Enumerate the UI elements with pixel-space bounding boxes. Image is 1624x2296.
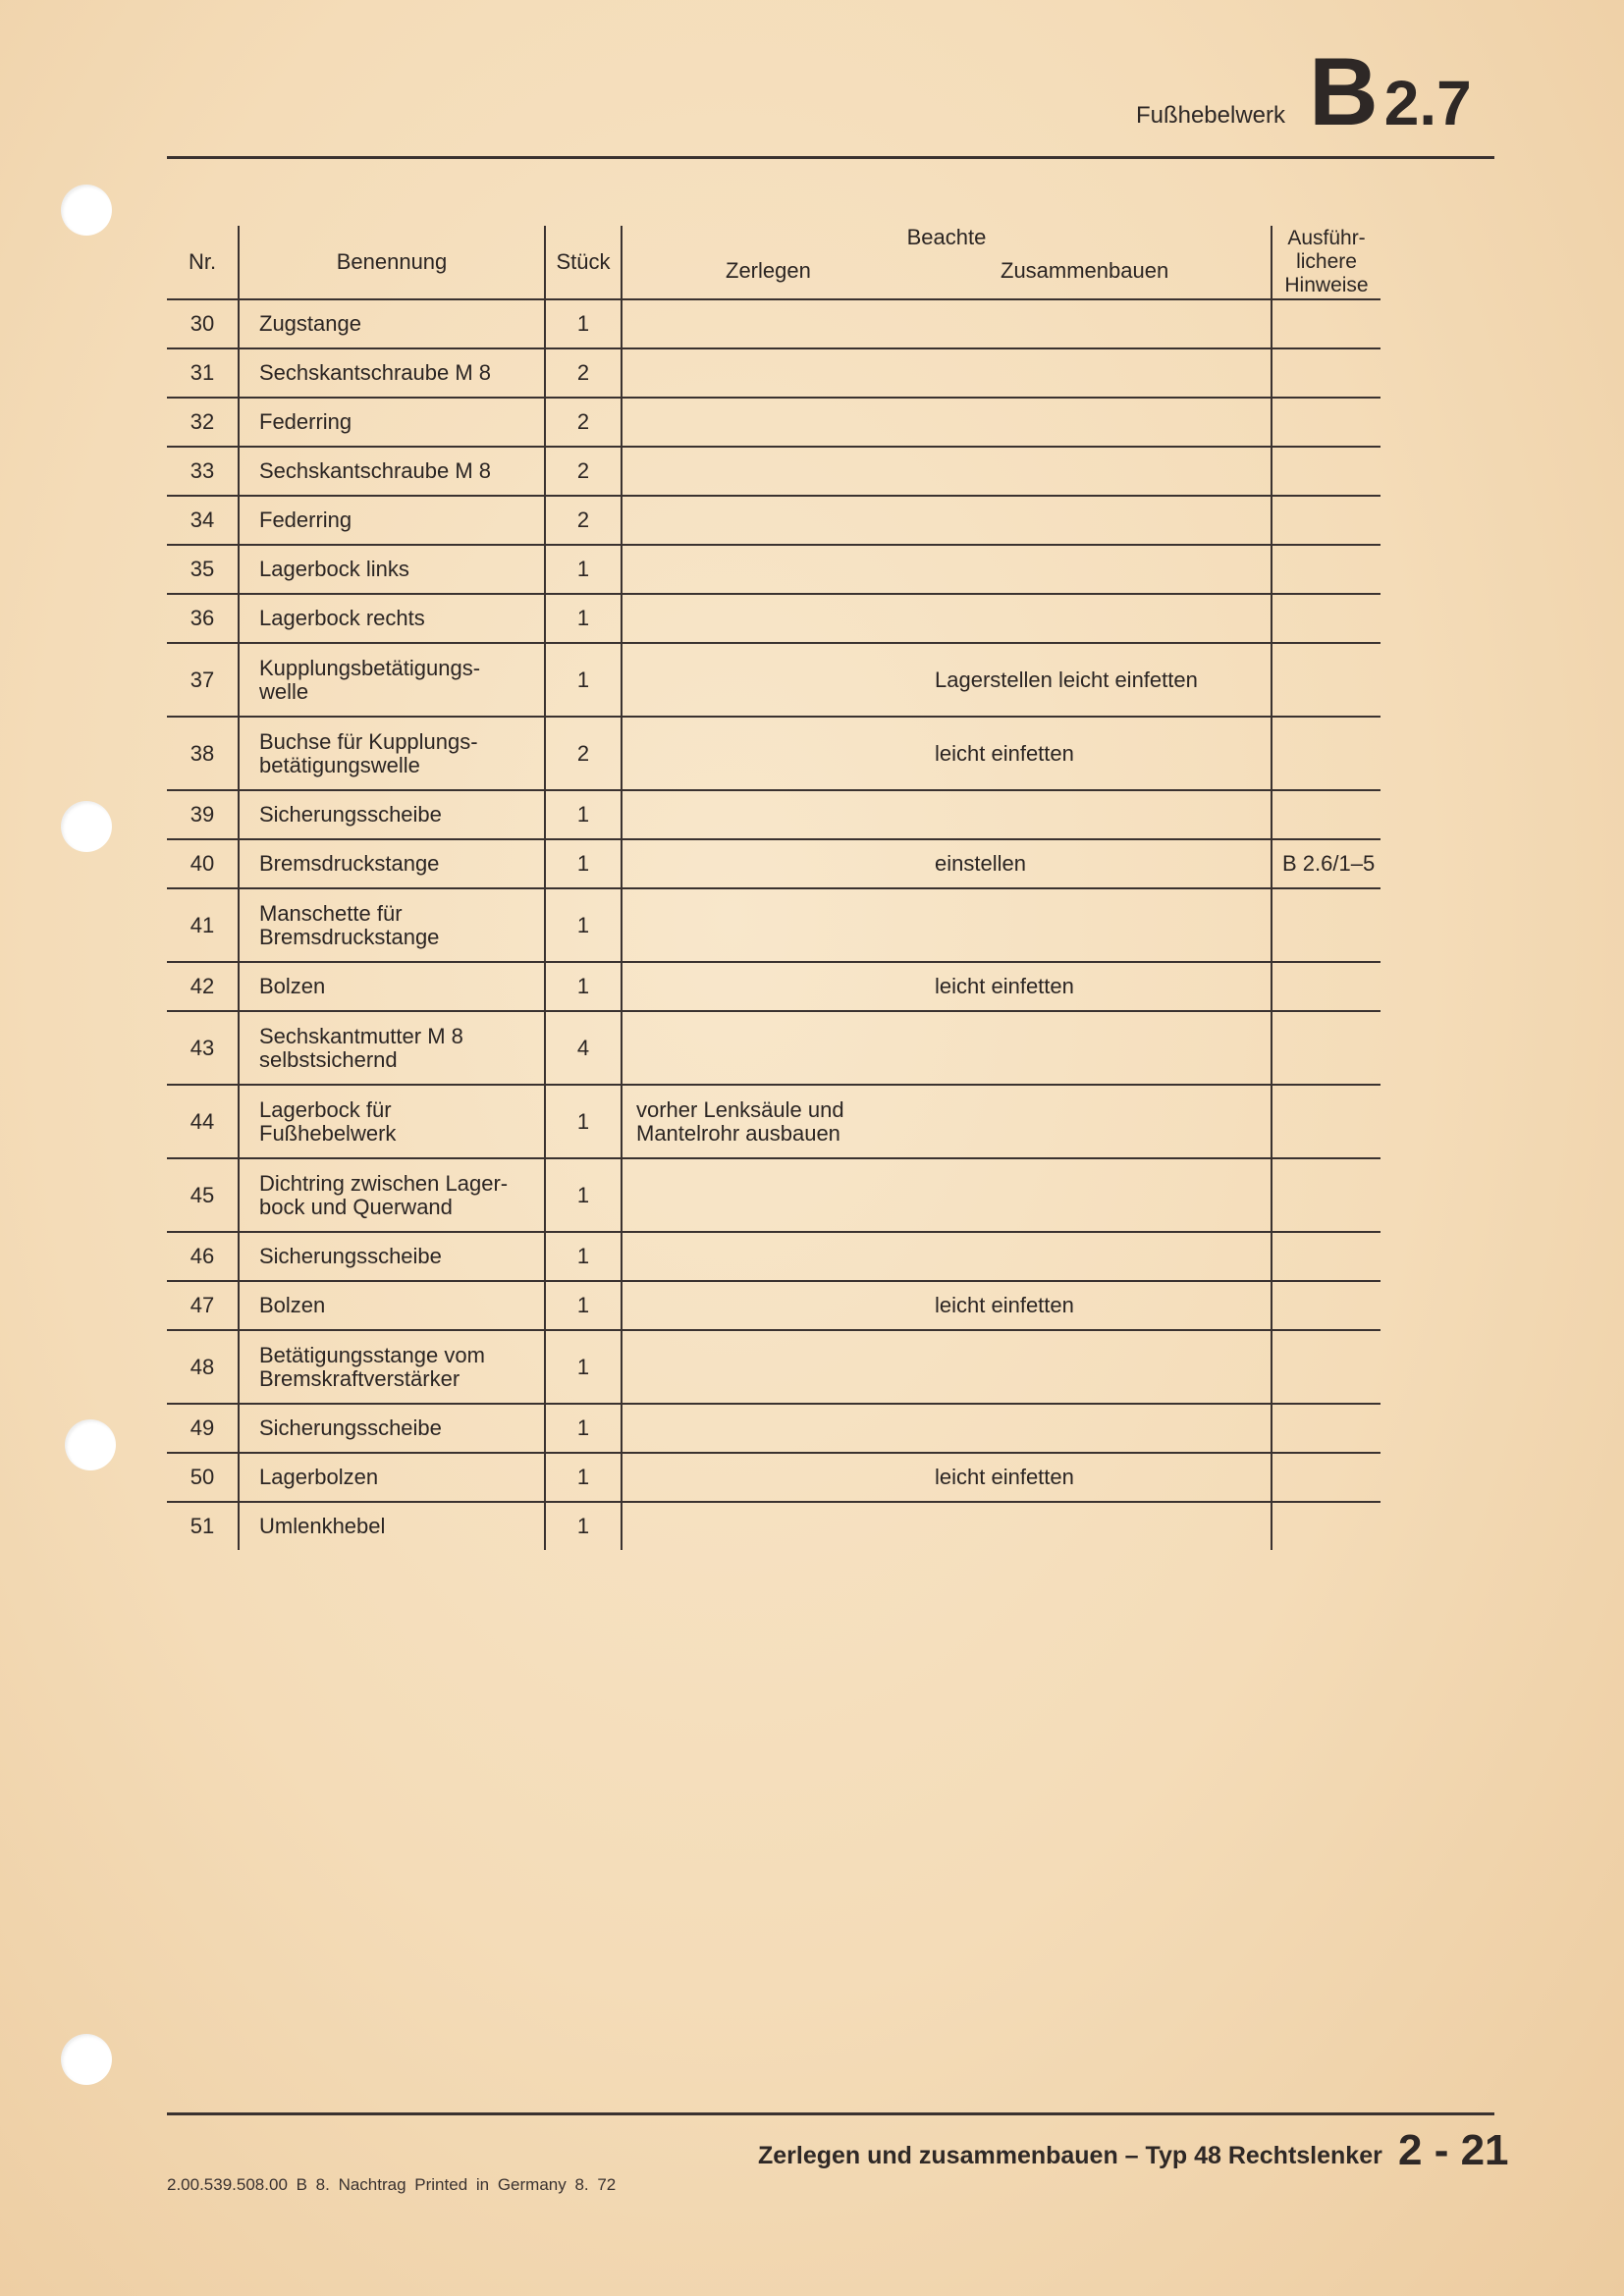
zusammenbauen-note: leicht einfetten — [935, 740, 1074, 766]
part-name: Bolzen — [240, 961, 546, 1010]
zerlegen-note: vorher Lenksäule und Mantelrohr ausbauen — [636, 1096, 844, 1146]
part-number: 43 — [167, 1010, 240, 1084]
table-row — [167, 1157, 1380, 1231]
table-row — [167, 1501, 1380, 1550]
part-quantity: 1 — [546, 1157, 623, 1231]
hinweise-cell — [1272, 789, 1380, 838]
part-quantity: 2 — [546, 397, 623, 446]
hinweise-cell — [1272, 1329, 1380, 1403]
beachte-cell — [623, 298, 1272, 347]
part-name: Dichtring zwischen Lager- bock und Querwand — [240, 1157, 546, 1231]
part-number: 34 — [167, 495, 240, 544]
col-hinweise-header — [1272, 226, 1380, 298]
table-header — [167, 226, 1380, 298]
table-row — [167, 838, 1380, 887]
part-name: Kupplungsbetätigungs- welle — [240, 642, 546, 716]
part-quantity: 1 — [546, 887, 623, 961]
beachte-cell — [623, 716, 1272, 789]
table-row — [167, 298, 1380, 347]
part-name: Sechskantschraube M 8 — [240, 446, 546, 495]
part-name: Lagerbock links — [240, 544, 546, 593]
part-quantity: 2 — [546, 446, 623, 495]
part-quantity: 1 — [546, 1280, 623, 1329]
table-row — [167, 495, 1380, 544]
beachte-label: Beachte — [906, 225, 987, 249]
part-quantity: 2 — [546, 347, 623, 397]
beachte-cell — [623, 593, 1272, 642]
part-number: 40 — [167, 838, 240, 887]
hinweise-note: B 2.6/1–5 — [1282, 851, 1376, 876]
beachte-cell — [623, 642, 1272, 716]
part-number: 47 — [167, 1280, 240, 1329]
punch-hole — [61, 185, 112, 236]
part-number: 50 — [167, 1452, 240, 1501]
footer-title: Zerlegen und zusammenbauen – Typ 48 Rechtslenker — [758, 2142, 1382, 2169]
parts-table — [167, 226, 1380, 1550]
part-number: 36 — [167, 593, 240, 642]
hinweise-cell — [1272, 347, 1380, 397]
beachte-cell — [623, 1157, 1272, 1231]
beachte-cell — [623, 1084, 1272, 1157]
hinweise-cell — [1272, 961, 1380, 1010]
part-name: Lagerbolzen — [240, 1452, 546, 1501]
part-name: Manschette für Bremsdruckstange — [240, 887, 546, 961]
part-name: Bolzen — [240, 1280, 546, 1329]
part-number: 45 — [167, 1157, 240, 1231]
hinweise-label-2: lichere — [1296, 250, 1357, 273]
beachte-cell — [623, 397, 1272, 446]
beachte-cell — [623, 961, 1272, 1010]
beachte-cell — [623, 838, 1272, 887]
part-quantity: 1 — [546, 1501, 623, 1550]
zusammenbauen-note: leicht einfetten — [935, 1293, 1074, 1317]
punch-hole — [65, 1419, 116, 1470]
part-quantity: 1 — [546, 1084, 623, 1157]
part-number: 42 — [167, 961, 240, 1010]
punch-hole — [61, 801, 112, 852]
part-name: Lagerbock rechts — [240, 593, 546, 642]
print-line: 2.00.539.508.00 B 8. Nachtrag Printed in Germany 8. 72 — [167, 2175, 617, 2194]
part-number: 32 — [167, 397, 240, 446]
part-quantity: 1 — [546, 838, 623, 887]
part-name: Sicherungsscheibe — [240, 1231, 546, 1280]
hinweise-label-3: Hinweise — [1284, 274, 1369, 296]
table-row — [167, 1010, 1380, 1084]
hinweise-cell — [1272, 544, 1380, 593]
part-name: Buchse für Kupplungs- betätigungswelle — [240, 716, 546, 789]
beachte-cell — [623, 887, 1272, 961]
part-number: 48 — [167, 1329, 240, 1403]
part-quantity: 1 — [546, 789, 623, 838]
hinweise-cell — [1272, 1452, 1380, 1501]
col-name-header: Benennung — [240, 226, 546, 298]
part-quantity: 1 — [546, 544, 623, 593]
table-row — [167, 1084, 1380, 1157]
beachte-cell — [623, 446, 1272, 495]
part-name: Federring — [240, 397, 546, 446]
part-number: 39 — [167, 789, 240, 838]
part-number: 31 — [167, 347, 240, 397]
table-row — [167, 961, 1380, 1010]
part-name: Betätigungsstange vom Bremskraftverstärker — [240, 1329, 546, 1403]
hinweise-cell — [1272, 642, 1380, 716]
table-row — [167, 544, 1380, 593]
part-quantity: 1 — [546, 1329, 623, 1403]
hinweise-cell — [1272, 1157, 1380, 1231]
hinweise-cell — [1272, 838, 1380, 887]
section-letter: B — [1309, 37, 1379, 145]
beachte-cell — [623, 544, 1272, 593]
hinweise-cell — [1272, 397, 1380, 446]
zusammenbauen-note: Lagerstellen leicht einfetten — [935, 667, 1198, 692]
beachte-cell — [623, 1452, 1272, 1501]
hinweise-cell — [1272, 298, 1380, 347]
beachte-cell — [623, 1280, 1272, 1329]
hinweise-cell — [1272, 1231, 1380, 1280]
part-number: 49 — [167, 1403, 240, 1452]
table-row — [167, 347, 1380, 397]
zusammenbauen-label: Zusammenbauen — [1001, 258, 1169, 283]
part-quantity: 2 — [546, 716, 623, 789]
table-row — [167, 1329, 1380, 1403]
part-quantity: 1 — [546, 593, 623, 642]
table-row — [167, 716, 1380, 789]
part-number: 33 — [167, 446, 240, 495]
table-row — [167, 397, 1380, 446]
section-code — [1309, 37, 1472, 151]
part-name: Bremsdruckstange — [240, 838, 546, 887]
page-number: 2 - 21 — [1398, 2126, 1509, 2174]
part-name: Sechskantmutter M 8 selbstsichernd — [240, 1010, 546, 1084]
part-quantity: 1 — [546, 642, 623, 716]
hinweise-cell — [1272, 1501, 1380, 1550]
hinweise-cell — [1272, 1084, 1380, 1157]
section-number: 2.7 — [1383, 68, 1472, 138]
part-quantity: 1 — [546, 961, 623, 1010]
part-number: 37 — [167, 642, 240, 716]
hinweise-cell — [1272, 1280, 1380, 1329]
zusammenbauen-note: leicht einfetten — [935, 1465, 1074, 1489]
header-rule — [167, 156, 1494, 159]
part-number: 44 — [167, 1084, 240, 1157]
beachte-cell — [623, 495, 1272, 544]
page-title: Fußhebelwerk — [1135, 102, 1285, 129]
hinweise-cell — [1272, 495, 1380, 544]
part-name: Lagerbock für Fußhebelwerk — [240, 1084, 546, 1157]
part-number: 35 — [167, 544, 240, 593]
part-quantity: 1 — [546, 1452, 623, 1501]
beachte-cell — [623, 1231, 1272, 1280]
table-row — [167, 1280, 1380, 1329]
beachte-cell — [623, 1501, 1272, 1550]
beachte-cell — [623, 347, 1272, 397]
hinweise-cell — [1272, 446, 1380, 495]
part-name: Sechskantschraube M 8 — [240, 347, 546, 397]
part-quantity: 2 — [546, 495, 623, 544]
punch-hole — [61, 2034, 112, 2085]
part-name: Zugstange — [240, 298, 546, 347]
beachte-cell — [623, 1010, 1272, 1084]
hinweise-cell — [1272, 593, 1380, 642]
part-name: Umlenkhebel — [240, 1501, 546, 1550]
zerlegen-label: Zerlegen — [726, 258, 811, 283]
table-row — [167, 887, 1380, 961]
part-quantity: 1 — [546, 298, 623, 347]
hinweise-cell — [1272, 716, 1380, 789]
table-row — [167, 593, 1380, 642]
col-nr-header: Nr. — [167, 226, 240, 298]
part-number: 30 — [167, 298, 240, 347]
part-quantity: 1 — [546, 1231, 623, 1280]
beachte-cell — [623, 1329, 1272, 1403]
beachte-cell — [623, 1403, 1272, 1452]
table-row — [167, 446, 1380, 495]
hinweise-cell — [1272, 1010, 1380, 1084]
part-number: 38 — [167, 716, 240, 789]
beachte-cell — [623, 789, 1272, 838]
part-name: Sicherungsscheibe — [240, 1403, 546, 1452]
part-quantity: 4 — [546, 1010, 623, 1084]
table-row — [167, 789, 1380, 838]
part-name: Federring — [240, 495, 546, 544]
hinweise-label-1: Ausführ- — [1287, 227, 1366, 249]
table-row — [167, 1452, 1380, 1501]
part-quantity: 1 — [546, 1403, 623, 1452]
table-row — [167, 1403, 1380, 1452]
part-name: Sicherungsscheibe — [240, 789, 546, 838]
table-row — [167, 642, 1380, 716]
zusammenbauen-note: einstellen — [935, 851, 1026, 876]
zusammenbauen-note: leicht einfetten — [935, 974, 1074, 998]
footer-rule — [167, 2112, 1494, 2115]
part-number: 46 — [167, 1231, 240, 1280]
part-number: 51 — [167, 1501, 240, 1550]
part-number: 41 — [167, 887, 240, 961]
col-qty-header: Stück — [546, 226, 623, 298]
col-beachte-header — [623, 226, 1272, 298]
table-row — [167, 1231, 1380, 1280]
hinweise-cell — [1272, 887, 1380, 961]
hinweise-cell — [1272, 1403, 1380, 1452]
